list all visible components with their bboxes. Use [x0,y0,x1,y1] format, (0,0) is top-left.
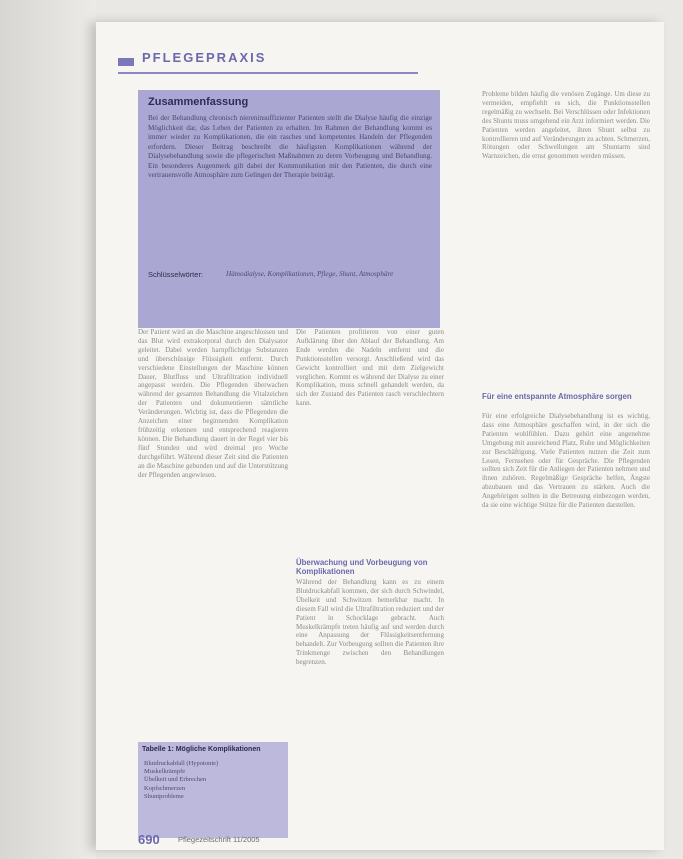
complications-table [138,742,288,838]
page [96,22,664,850]
body-column-3: Probleme bilden häufig die venösen Zugänge. Um diese zu vermeiden, empfiehlt es sich, die Punktionsstellen regelmäßig zu wechseln. Bei Verschlüssen oder Infektionen des Shunts muss umgehend ein Arzt informiert werden. Die Patienten werden angeleitet, ihren Shunt selbst zu kontrollieren und auf Veränderungen zu achten. Schmerzen, Rötungen oder Schwellungen am Shuntarm sind Warnzeichen, die ernst genommen werden müssen. [482,90,650,161]
subheading-atmosphere: Für eine entspannte Atmosphäre sorgen [482,392,632,401]
page-header [96,38,446,66]
table-item: Blutdruckabfall (Hypotonie) [144,760,219,767]
journal-source: Pflegezeitschrift 11/2005 [178,835,260,844]
header-rule [118,72,418,74]
table-item: Shuntprobleme [144,792,184,800]
body-column-3-continued: Für eine erfolgreiche Dialysebehandlung ist es wichtig, dass eine Atmosphäre geschaffen wird, in der sich die Patienten wohlfühlen. Dazu gehört eine angenehme Umgebung mit ausreichend Platz, Ruhe und Möglichkeiten zur Beschäftigung. Viele Patienten nutzen die Zeit zum Lesen, Fernsehen oder für Gespräche. Die Pflegenden sollten sich Zeit für die Anliegen der Patienten nehmen und ihnen zuhören. Regelmäßige Gespräche helfen, Ängste abzubauen und das Vertrauen zu stärken. Auch die Angehörigen sollten in die Betreuung einbezogen werden, da sie eine wichtige Stütze für die Patienten darstellen. [482,412,650,510]
table-item: Kopfschmerzen [144,784,186,792]
keywords-label: Schlüsselwörter: [148,270,204,279]
summary-heading: Zusammenfassung [148,96,249,108]
keywords-text: Hämodialyse, Komplikationen, Pflege, Shunt, Atmosphäre [226,270,394,278]
table-item: Übelkeit und Erbrechen [144,776,207,784]
summary-box [138,90,440,328]
page-number: 690 [138,832,160,847]
header-accent-bar [118,58,134,66]
body-column-2-continued: Während der Behandlung kann es zu einem Blutdruckabfall kommen, der sich durch Schwindel, Übelkeit und Schwitzen bemerkbar macht. In diesem Fall wird die Ultrafiltration reduziert und der Patient in Schocklage gebracht. Auch Muskelkrämpfe treten häufig auf und werden durch eine Anpassung der Flüssigkeitsentfernung behandelt. Zur Vorbeugung sollten die Patienten ihre Trinkmenge zwischen den Behandlungen begrenzen. [296,578,444,667]
table-title: Tabelle 1: Mögliche Komplikationen [142,746,261,753]
body-column-2: Die Patienten profitieren von einer guten Aufklärung über den Ablauf der Behandlung. Am Ende werden die Nadeln entfernt und die Punktionsstellen versorgt. Anschließend wird das Gewicht kontrolliert und mit dem Zielgewicht verglichen. Kommt es während der Dialyse zu einer Komplikation, muss schnell gehandelt werden, da sich der Zustand des Patienten rasch verschlechtern kann. [296,328,444,408]
table-list [144,760,284,801]
book-spine-shadow [0,0,96,859]
body-column-1: Der Patient wird an die Maschine angeschlossen und das Blut wird extrakorporal durch den Dialysator geleitet. Dabei werden harnpflichtige Substanzen und überschüssige Flüssigkeit entfernt. Durch verschiedene Einstellungen der Maschine können Dauer, Blutfluss und Ultrafiltration individuell angepasst werden. Die Pflegenden überwachen während der gesamten Behandlung die Vitalzeichen der Patienten und dokumentieren sämtliche Veränderungen. Wichtig ist, dass die Pflegenden die Anzeichen einer beginnenden Komplikation frühzeitig erkennen und entsprechend reagieren können. Die Behandlung dauert in der Regel vier bis fünf Stunden und wird dreimal pro Woche durchgeführt. Während dieser Zeit sind die Patienten an die Maschine gebunden und auf die Unterstützung der Pflegenden angewiesen. [138,328,288,479]
subheading-complications: Überwachung und Vorbeugung von Komplikationen [296,558,428,576]
table-item: Muskelkrämpfe [144,768,186,776]
section-title: PFLEGEPRAXIS [142,50,267,65]
summary-text: Bei der Behandlung chronisch niereninsuffizienter Patienten stellt die Dialyse häufig die einzige Möglichkeit dar, das Leben der Patienten zu erhalten. Im Rahmen der Behandlung kommt es immer wieder zu Komplikationen, die ein rasches und kompetentes Handeln der Pflegenden erfordern. Dieser Beitrag beschreibt die häufigsten Komplikationen während der Dialysebehandlung sowie die pflegerischen Maßnahmen zu deren Vorbeugung und Behandlung. Ein besonderes Augenmerk gilt dabei der Kommunikation mit den Patienten, die durch eine vertrauensvolle Atmosphäre zum Gelingen der Therapie beiträgt. [148,114,432,179]
